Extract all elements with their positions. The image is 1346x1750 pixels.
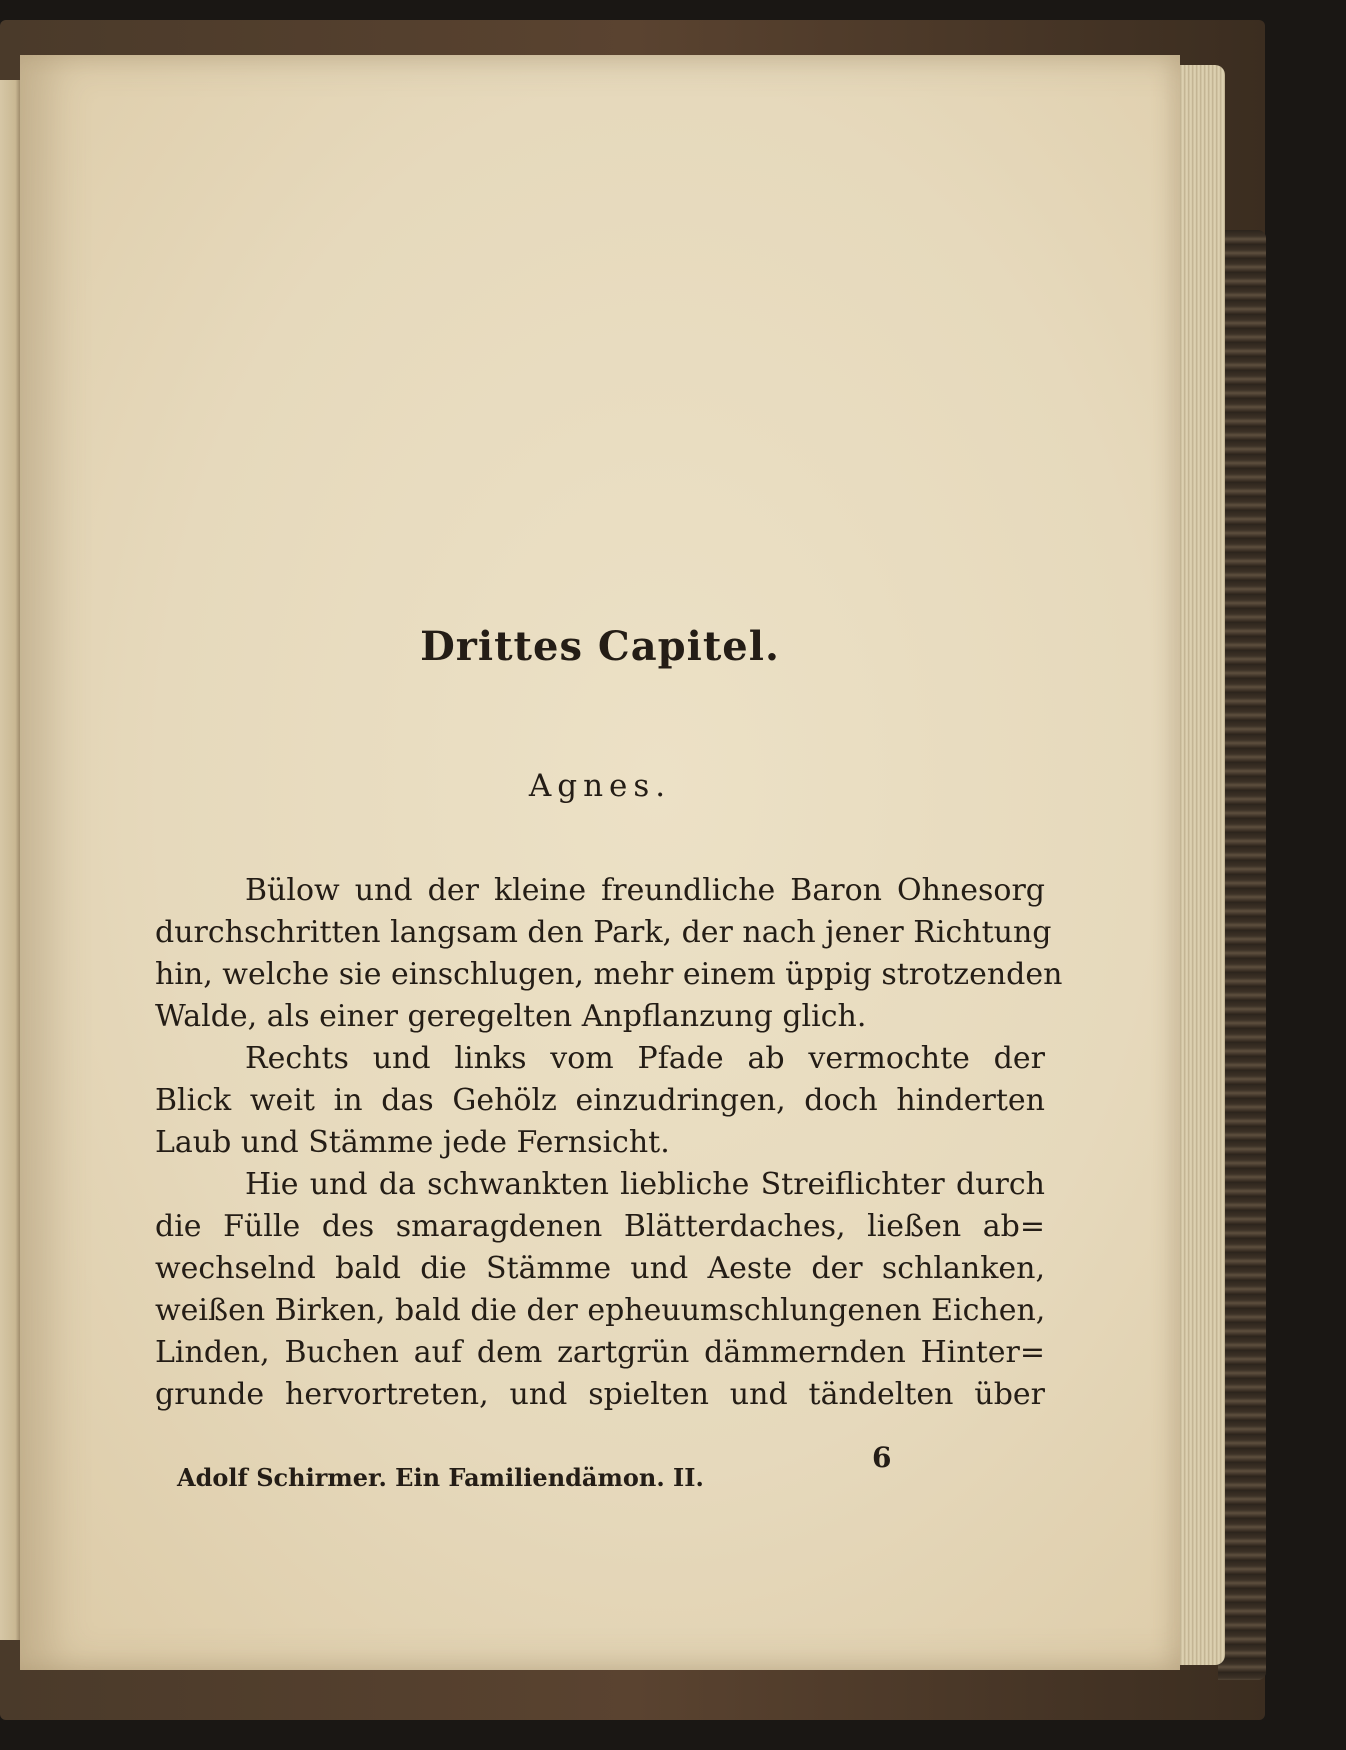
chapter-subtitle: Agnes.: [528, 768, 672, 804]
text-line: durchschritten langsam den Park, der nach jener Richtung: [155, 915, 1052, 950]
text-line: die Fülle des smaragdenen Blätterdaches, ließen ab=: [155, 1209, 1045, 1244]
book-edge: [1218, 230, 1266, 1680]
previous-page-edge: [0, 80, 22, 1640]
body-text: [155, 870, 1063, 1416]
page-content: [20, 55, 1180, 1670]
book-page: [20, 55, 1180, 1670]
text-line: Linden, Buchen auf dem zartgrün dämmernden Hinter=: [155, 1335, 1045, 1370]
chapter-title: Drittes Capitel.: [420, 623, 780, 670]
text-line: wechselnd bald die Stämme und Aeste der schlanken,: [155, 1251, 1045, 1286]
text-line: Blick weit in das Gehölz einzudringen, doch hinderten: [155, 1083, 1045, 1118]
text-line: weißen Birken, bald die der epheuumschlungenen Eichen,: [155, 1293, 1046, 1328]
printer-signature: Adolf Schirmer. Ein Familiendämon. II.: [177, 1463, 704, 1492]
text-line: Rechts und links vom Pfade ab vermochte der: [245, 1041, 1045, 1076]
text-line: Laub und Stämme jede Fernsicht.: [155, 1125, 670, 1160]
text-line: Walde, als einer geregelten Anpflanzung glich.: [155, 999, 867, 1034]
text-line: grunde hervortreten, und spielten und tändelten über: [155, 1377, 1045, 1412]
text-line: Bülow und der kleine freundliche Baron Ohnesorg: [245, 873, 1045, 908]
page-number: 6: [872, 1441, 892, 1474]
text-line: hin, welche sie einschlugen, mehr einem üppig strotzenden: [155, 957, 1063, 992]
text-line: Hie und da schwankten liebliche Streiflichter durch: [245, 1167, 1045, 1202]
